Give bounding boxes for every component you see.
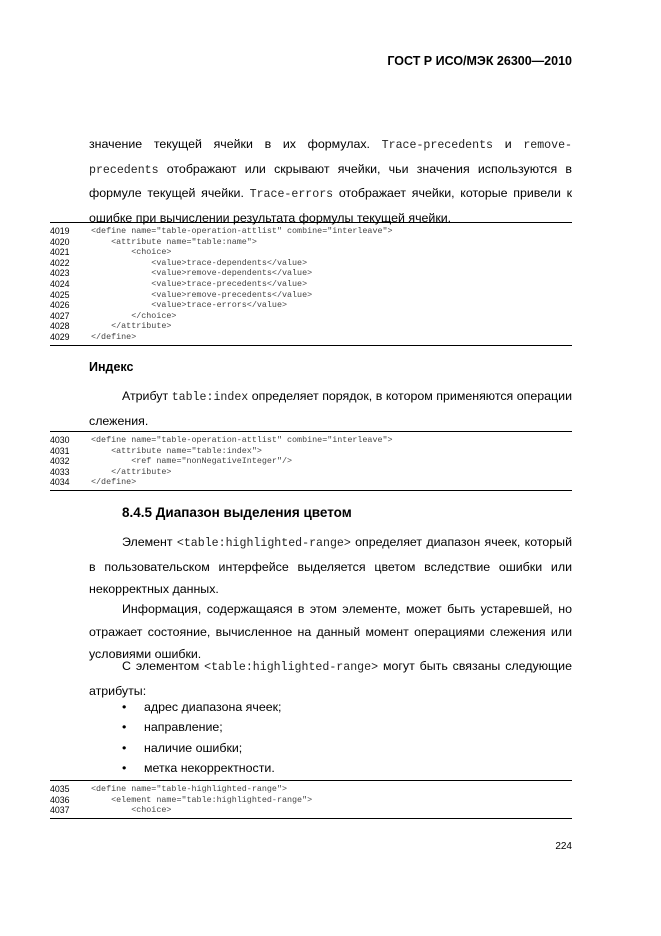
code-line: [50, 805, 572, 816]
line-number: 4032: [50, 456, 70, 467]
line-number: 4023: [50, 268, 70, 279]
line-number: 4037: [50, 805, 70, 816]
code-text: </define>: [91, 331, 137, 342]
code-term: table:index: [171, 391, 249, 404]
code-line: [50, 477, 572, 488]
bullet-mark: •: [122, 761, 127, 775]
line-number: 4027: [50, 310, 70, 321]
text-segment: Элемент: [122, 535, 177, 549]
code-line: [50, 268, 572, 279]
code-line: [50, 258, 572, 269]
code-text: <value>trace-precedents</value>: [91, 278, 308, 289]
bullet-mark: •: [122, 720, 127, 734]
code-text: <define name="table-highlighted-range">: [91, 784, 288, 794]
code-term: Trace-errors: [249, 188, 334, 201]
list-item: [122, 761, 275, 775]
text-segment: С элементом: [122, 659, 205, 673]
code-text: <define name="table-operation-attlist" combine="interleave">: [91, 226, 393, 236]
list-item-text: метка некорректности.: [144, 761, 275, 775]
section-heading: 8.4.5 Диапазон выделения цветом: [122, 505, 352, 520]
paragraph-info: Информация, содержащаяся в этом элементе, может быть устаревшей, но отражает состояние, вычисленное на данный момент операциями слежения или условиями ошибки.: [89, 602, 572, 661]
line-number: 4030: [50, 435, 70, 445]
text-segment: Атрибут: [122, 389, 172, 403]
line-number: 4029: [50, 331, 70, 342]
list-item-text: направление;: [144, 720, 223, 734]
code-line: [50, 237, 572, 248]
paragraph-attributes: [89, 655, 572, 702]
code-text: <value>remove-precedents</value>: [91, 289, 313, 300]
document-header: ГОСТ Р ИСО/МЭК 26300—2010: [387, 54, 572, 68]
code-line: [50, 321, 572, 332]
code-line: [50, 784, 572, 795]
list-item: [122, 720, 223, 734]
line-number: 4026: [50, 300, 70, 311]
code-text: <define name="table-operation-attlist" combine="interleave">: [91, 435, 393, 445]
line-number: 4034: [50, 477, 70, 488]
paragraph-highlighted-range: [89, 531, 572, 601]
code-text: <ref name="nonNegativeInteger"/>: [91, 456, 293, 467]
code-text: <attribute name="table:index">: [91, 445, 262, 456]
code-line: [50, 446, 572, 457]
line-number: 4036: [50, 794, 70, 805]
text-segment: определяет порядок, в котором применяются операции слежения.: [89, 389, 572, 428]
paragraph-trace-ops: [89, 133, 572, 229]
code-block-operation-name: [50, 222, 572, 346]
code-line: [50, 247, 572, 258]
code-term: <table:highlighted-range>: [204, 661, 379, 674]
code-text: <attribute name="table:name">: [91, 236, 257, 247]
code-text: </attribute>: [91, 466, 172, 477]
line-number: 4024: [50, 278, 70, 289]
code-line: [50, 311, 572, 322]
text-segment: определяет диапазон ячеек, который в пользовательском интерфейсе выделяется цветом вследствие ошибки или некорректных данных.: [89, 535, 572, 596]
code-line: [50, 300, 572, 311]
code-line: [50, 435, 572, 446]
line-number: 4025: [50, 289, 70, 300]
code-line: [50, 279, 572, 290]
list-item-text: адрес диапазона ячеек;: [144, 700, 282, 714]
line-number: 4033: [50, 466, 70, 477]
text-segment: и: [493, 137, 524, 151]
code-line: [50, 290, 572, 301]
list-item-text: наличие ошибки;: [144, 741, 243, 755]
line-number: 4031: [50, 445, 70, 456]
text-segment: отображают или скрывают ячейки, чьи значения используются в формуле текущей ячейки.: [89, 161, 572, 200]
code-block-operation-index: [50, 431, 572, 491]
line-number: 4019: [50, 226, 70, 236]
code-term: Trace-precedents: [381, 139, 493, 152]
code-line: [50, 332, 572, 343]
code-line: [50, 467, 572, 478]
code-line: [50, 456, 572, 467]
code-block-highlighted-range: [50, 780, 572, 819]
heading-index: Индекс: [89, 360, 134, 374]
text-segment: могут быть связаны следующие атрибуты:: [89, 659, 572, 698]
code-text: <element name="table:highlighted-range">: [91, 794, 313, 805]
code-text: <value>remove-dependents</value>: [91, 268, 313, 279]
code-line: [50, 795, 572, 806]
code-text: <value>trace-dependents</value>: [91, 257, 308, 268]
code-line: [50, 226, 572, 237]
line-number: 4035: [50, 784, 70, 794]
bullet-mark: •: [122, 700, 127, 714]
text-segment: отображает ячейки, которые привели к ошибке при вычислении результата формулы текущей ячейки.: [89, 186, 572, 225]
code-text: </choice>: [91, 310, 177, 321]
code-term: remove-precedents: [89, 139, 573, 177]
code-text: <value>trace-errors</value>: [91, 300, 288, 311]
page-number: 224: [555, 841, 572, 852]
code-text: </define>: [91, 477, 137, 488]
line-number: 4021: [50, 247, 70, 258]
line-number: 4028: [50, 321, 70, 332]
bullet-mark: •: [122, 741, 127, 755]
line-number: 4020: [50, 236, 70, 247]
code-text: <choice>: [91, 247, 172, 258]
list-item: [122, 700, 281, 714]
code-text: </attribute>: [91, 321, 172, 332]
list-item: [122, 741, 242, 755]
paragraph-index: [89, 385, 572, 432]
code-text: <choice>: [91, 805, 172, 816]
text-segment: значение текущей ячейки в их формулах.: [89, 137, 382, 151]
line-number: 4022: [50, 257, 70, 268]
code-term: <table:highlighted-range>: [176, 537, 351, 550]
